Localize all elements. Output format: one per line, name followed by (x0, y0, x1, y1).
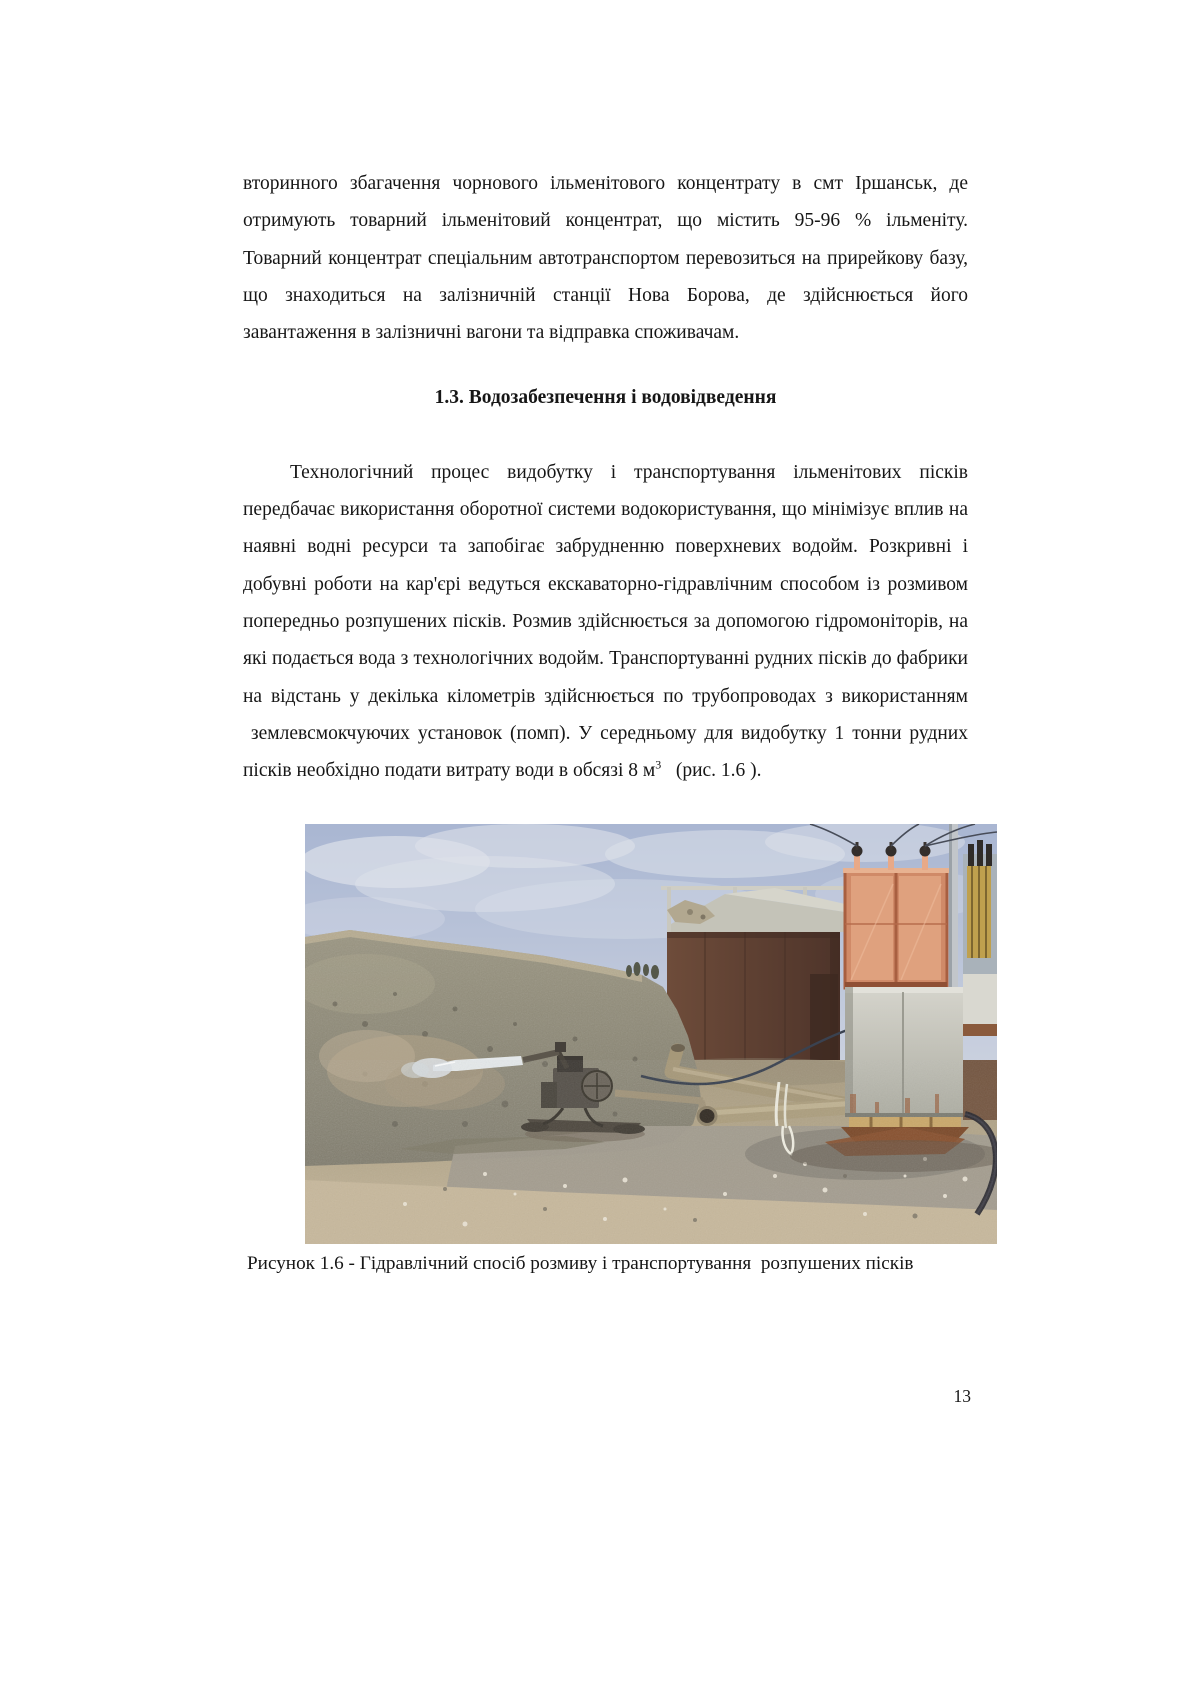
switchgear-structure (963, 840, 997, 1036)
paragraph-2 (243, 454, 968, 790)
transformer-cage (843, 868, 949, 990)
paragraph-2-tail: (рис. 1.6 ). (661, 760, 762, 782)
pump-shed (667, 932, 840, 1062)
paragraph-1: вторинного збагачення чорнового ільменітового концентрату в смт Іршанськ, де отримують товарний ільменітовий концентрат, що містить 95-96 % ільменіту. Товарний концентрат спеціальним автотранспортом перевозиться на прирейкову базу, що знаходиться на залізничній станції Нова Борова, де здійснюється його завантаження в залізничні вагони та відправка споживачам. (243, 173, 968, 344)
utility-pole (949, 824, 958, 989)
page-body (243, 165, 968, 1276)
figure-photo (305, 824, 997, 1244)
section-heading: 1.3. Водозабезпечення і водовідведення (434, 387, 777, 409)
paragraph-2-text: Технологічний процес видобутку і транспортування ільменітових пісків передбачає використання оборотної системи водокористування, що мінімізує вплив на наявні водні ресурси та запобігає забрудненню поверхневих водойм. Розкривні і добувні роботи на кар'єрі ведуться екскаваторно-гідравлічним способом із розмивом попередньо розпушених пісків. Розмив здійснюється за допомогою гідромоніторів, на які подається вода з технологічних водойм. Транспортуванні рудних пісків до фабрики на відстань у декілька кілометрів здійснюється по трубопроводах з використанням землевсмокчуючих установок (помп). У середньому для видобутку 1 тонни рудних пісків необхідно подати витрату води в обсязі 8 м (243, 461, 968, 782)
figure-caption: Рисунок 1.6 - Гідравлічний спосіб розмиву і транспортування розпушених пісків (247, 1253, 914, 1275)
page-number: 13 (953, 1386, 971, 1406)
grain-overlay (305, 1060, 997, 1244)
cubic-meter-superscript: 3 (655, 757, 662, 772)
figure-1-6 (247, 824, 997, 1276)
